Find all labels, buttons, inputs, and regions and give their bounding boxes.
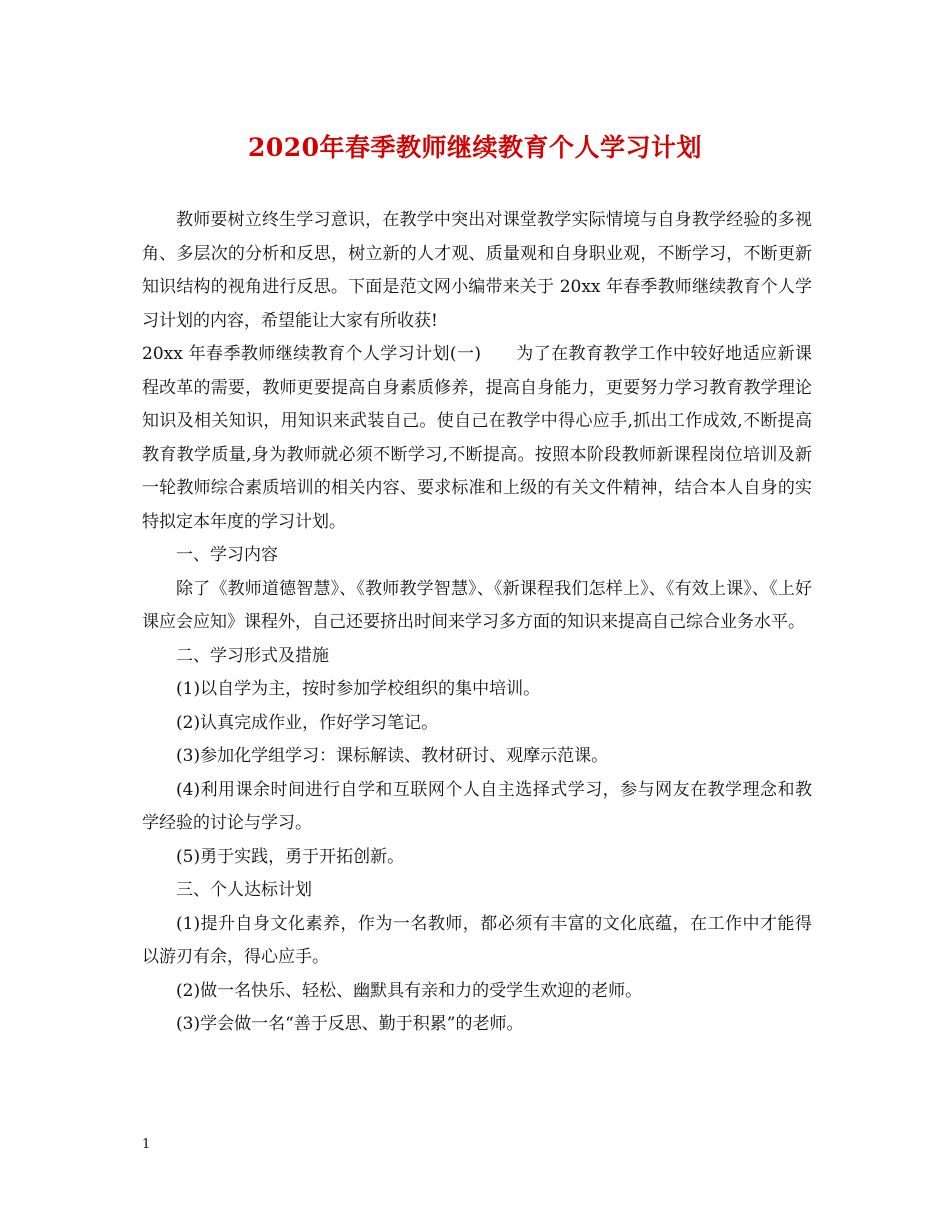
page-number: 1 bbox=[142, 1137, 151, 1152]
method-item: (2)认真完成作业，作好学习笔记。 bbox=[176, 712, 439, 733]
method-item: (1)以自学为主，按时参加学校组织的集中培训。 bbox=[176, 679, 541, 699]
intro-paragraph: 教师要树立终生学习意识，在教学中突出对课堂教学实际情境与自身教学经验的多视角、多层次的分析和反思，树立新的人才观、质量观和自身职业观，不断学习，不断更新知识结构的视角进行反思。下面是范文网小编带来关于 20xx 年春季教师继续教育个人学习计划的内容，希望能让大家有所收获! bbox=[142, 210, 812, 331]
goal-item: (3)学会做一名“善于反思、勤于积累”的老师。 bbox=[176, 1014, 524, 1034]
document-title: 2020年春季教师继续教育个人学习计划 bbox=[247, 133, 703, 162]
method-item: (5)勇于实践，勇于开拓创新。 bbox=[176, 846, 405, 867]
section-heading-personal-goals: 三、个人达标计划 bbox=[176, 880, 312, 900]
goal-item: (2)做一名快乐、轻松、幽默具有亲和力的受学生欢迎的老师。 bbox=[176, 980, 643, 1001]
document-body bbox=[142, 204, 812, 1042]
section-heading-study-methods: 二、学习形式及措施 bbox=[176, 645, 329, 666]
method-item: (4)利用课余时间进行自学和互联网个人自主选择式学习，参与网友在教学理念和教学经验的讨论与学习。 bbox=[142, 779, 812, 833]
plan-one-paragraph: 20xx 年春季教师继续教育个人学习计划(一) 为了在教育教学工作中较好地适应新课程改革的需要，教师更要提高自身素质修养，提高自身能力，更要努力学习教育教学理论知识及相关知识，用知识来武装自己。使自己在教学中得心应手,抓出工作成效,不断提高教育教学质量,身为教师就必须不断学习,不断提高。按照本阶段教师新课程岗位培训及新一轮教师综合素质培训的相关内容、要求标准和上级的有关文件精神，结合本人自身的实特拟定本年度的学习计划。 bbox=[142, 344, 812, 532]
study-content-paragraph: 除了《教师道德智慧》、《教师教学智慧》、《新课程我们怎样上》、《有效上课》、《上好课应会应知》课程外，自己还要挤出时间来学习多方面的知识来提高自己综合业务水平。 bbox=[142, 578, 812, 632]
section-heading-study-content: 一、学习内容 bbox=[176, 545, 278, 565]
method-item: (3)参加化学组学习：课标解读、教材研讨、观摩示范课。 bbox=[176, 746, 609, 766]
goal-item: (1)提升自身文化素养，作为一名教师，都必须有丰富的文化底蕴，在工作中才能得以游刃有余，得心应手。 bbox=[142, 913, 812, 967]
